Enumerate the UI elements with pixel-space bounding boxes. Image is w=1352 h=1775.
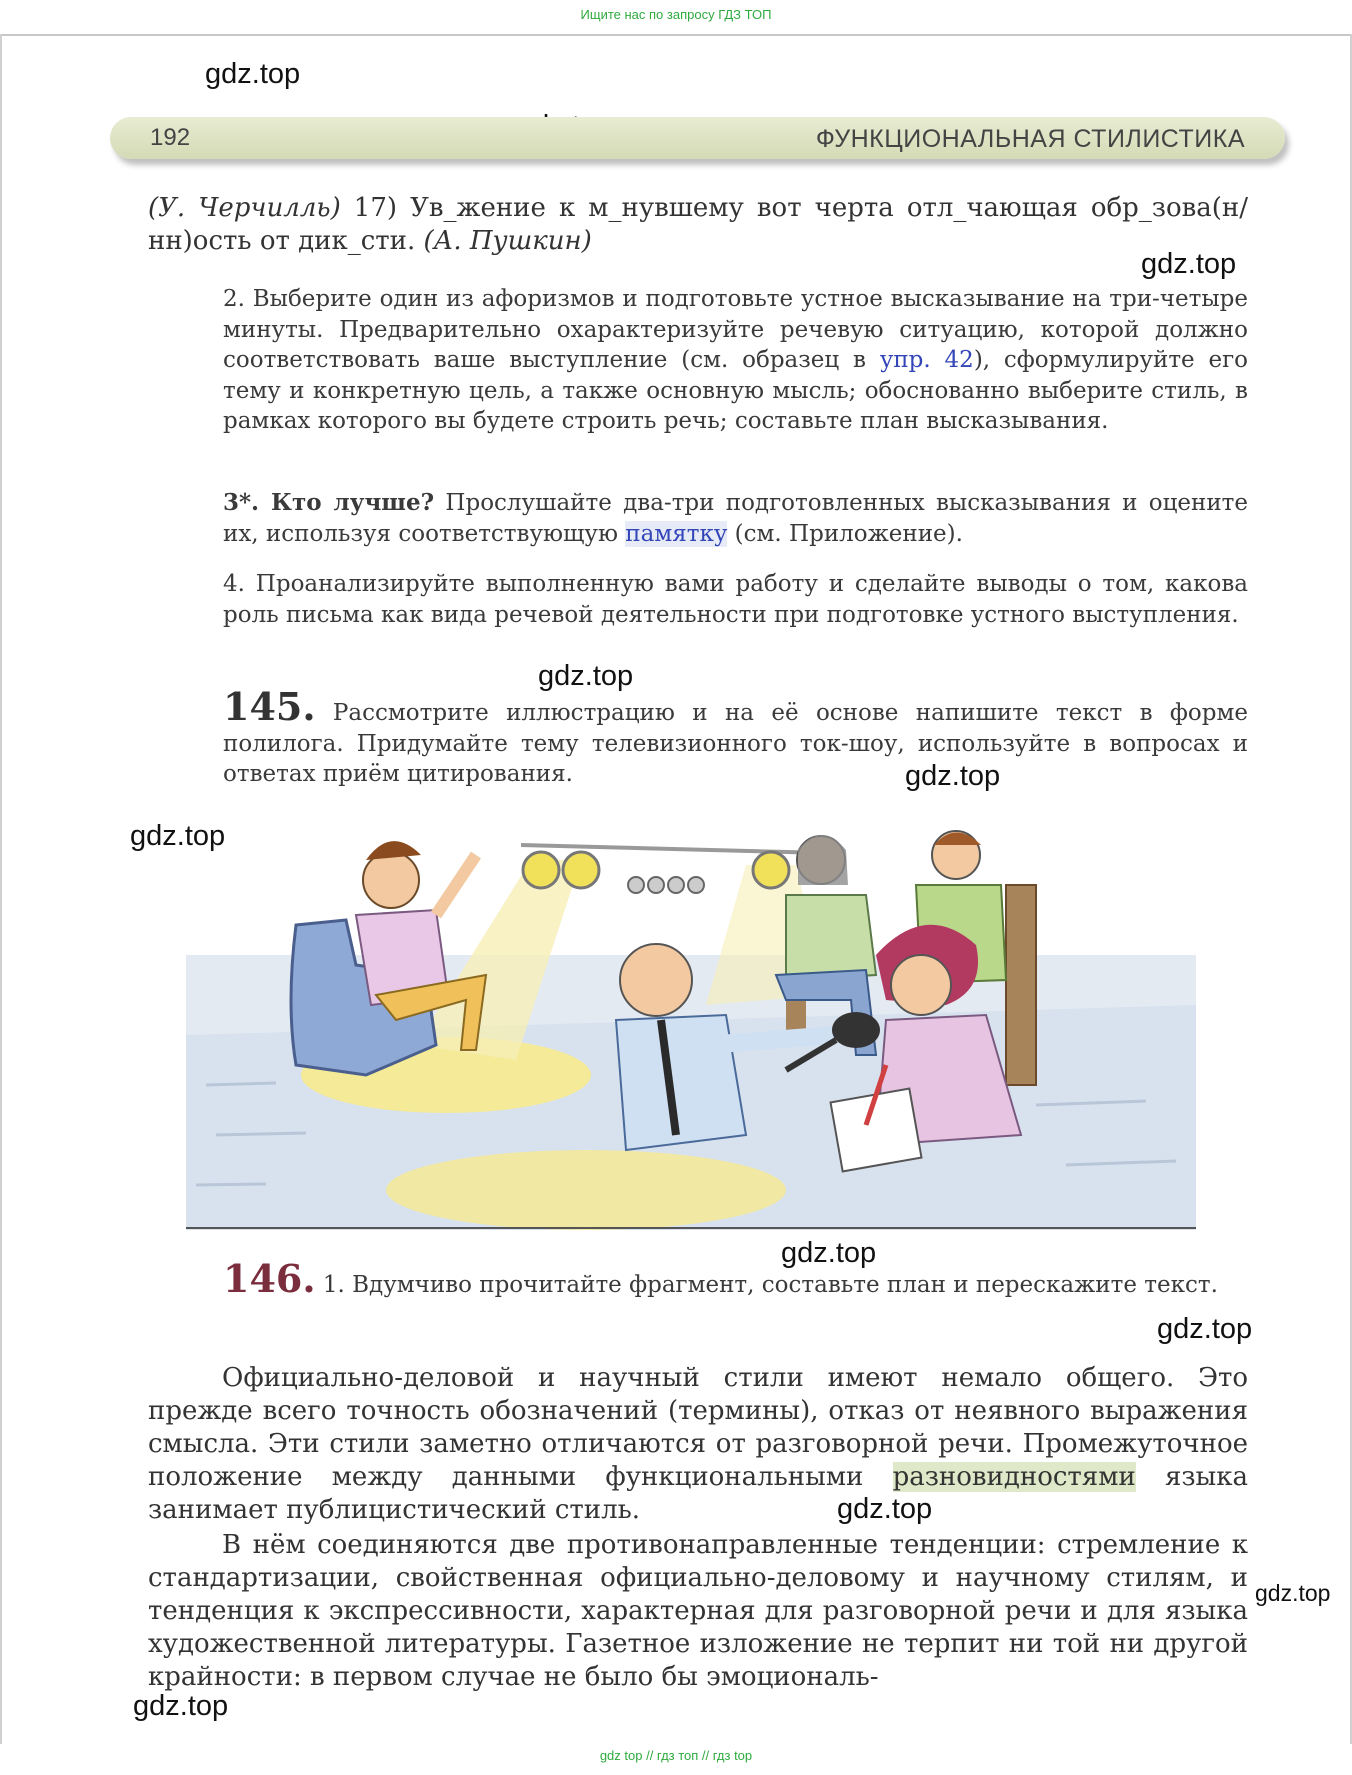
exercise-145: 145. Рассмотрите иллюстрацию и на её основе напишите текст в форме полилога. Придумайте тему телевизионного ток-шоу, используйте в вопросах и ответах приём цитирования. (223, 684, 1248, 787)
exercise-146-number: 146. (223, 1256, 316, 1301)
intro-paragraph (148, 192, 1248, 258)
watermark: gdz.top (130, 820, 226, 852)
watermark: gdz.top (205, 58, 301, 90)
task-3-label: 3*. Кто лучше? (223, 489, 435, 516)
exercise-link[interactable]: упр. 42 (879, 347, 974, 373)
footer-links[interactable]: gdz top // гдз топ // гдз top (599, 1748, 753, 1763)
body-paragraph-2: В нём соединяются две противонаправленные тенденции: стремление к стандартизации, свойственная официально-деловому и научному стилям, и тенденция к экспрессивности, характерная для разговорной речи и для языка художественной литературы. Газетное изложение не терпит ни той ни другой крайности: в первом случае не было бы эмоциональ- (148, 1530, 1248, 1692)
exercise-146: 146. 1. Вдумчиво прочитайте фрагмент, составьте план и перескажите текст. (223, 1256, 1218, 1301)
watermark: gdz.top (538, 660, 634, 692)
author-pushkin: (А. Пушкин) (423, 226, 592, 256)
watermark: gdz.top (1141, 248, 1237, 280)
watermark: gdz.top (781, 1237, 877, 1269)
page-header (110, 117, 1285, 159)
memo-link[interactable]: памятку (625, 520, 728, 547)
task-3: 3*. Кто лучше? Прослушайте два-три подготовленных высказывания и оцените их, используя соответствующую памятку (см. Приложение). (223, 489, 1249, 547)
watermark: gdz.top (1255, 1580, 1331, 1606)
watermark: gdz.top (133, 1690, 229, 1722)
watermark: gdz.top (905, 760, 1001, 792)
chapter-title: ФУНКЦИОНАЛЬНАЯ СТИЛИСТИКА (815, 125, 1245, 153)
task-4: 4. Проанализируйте выполненную вами работу и сделайте выводы о том, какова роль письма как вида речевой деятельности при подготовке устного выступления. (223, 571, 1248, 628)
exercise-145-number: 145. (223, 684, 316, 729)
body-paragraph-1: Официально-деловой и научный стили имеют немало общего. Это прежде всего точность обозначений (термины), отказ от неявного выражения смысла. Эти стили заметно отличаются от разговорной речи. Промежуточное положение между данными функциональными разновидностями языка занимает публицистический стиль. (148, 1363, 1248, 1525)
highlighted-term: разновидностями (892, 1462, 1136, 1492)
proverb-text: 17) Ув_жение к м_нувшему вот черта отл_чающая обр_зова(н/нн)ость от дик_сти. (148, 193, 1248, 256)
page-number: 192 (150, 124, 191, 151)
author-churchill: (У. Черчилль) (148, 193, 341, 223)
task-2: 2. Выберите один из афоризмов и подготовьте устное высказывание на три-четыре минуты. Предварительно охарактеризуйте речевую ситуацию, которой должно соответствовать ваше выступление (см. образец в упр. 42), сформулируйте его тему и конкретную цель, а также основную мысль; обоснованно выберите стиль, в рамках которого вы будете строить речь; составьте план высказывания. (223, 286, 1248, 434)
talk-show-illustration (186, 805, 1196, 1230)
watermark: gdz.top (1157, 1313, 1253, 1345)
top-banner[interactable]: Ищите нас по запросу ГДЗ ТОП (0, 0, 1352, 36)
watermark: gdz.top (837, 1493, 933, 1525)
left-border (0, 34, 2, 1744)
